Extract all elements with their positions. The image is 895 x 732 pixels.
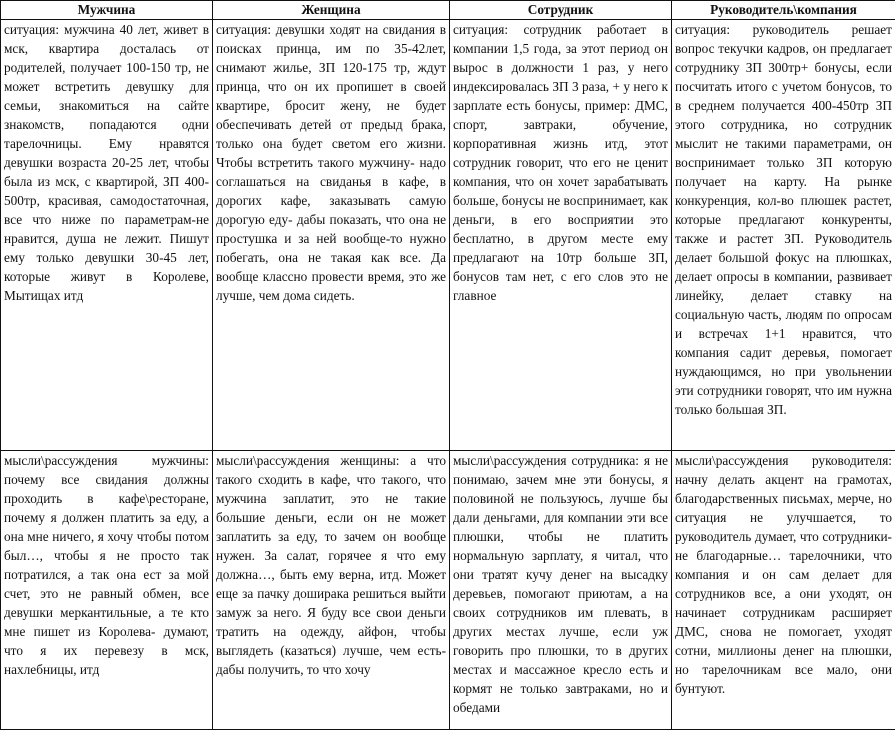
situation-woman-text: ситуация: девушки ходят на свидания в поисках принца, им по 35-42лет, снимают жилье, ЗП 120-175 тр, ждут принца, что он их пропишет в своей квартире, бросит жену, не будет обеспечивать детей от предыд брака, только она будет светом его жизни. Чтобы встретить такого мужчину- надо соглашаться на свиданья в кафе, в дорогих кафе, заказывать самую дорогую еду- дабы показать, что она не простушка и за ней вообще-то нужно побегать, она не такая как все. Да вообще классно провести время, это же лучше, чем дома сидеть. <box>216 22 446 303</box>
situation-woman-cell <box>213 20 450 451</box>
situation-man-cell <box>1 20 213 451</box>
thoughts-woman-cell <box>213 451 450 730</box>
header-woman: Женщина <box>213 1 450 20</box>
header-employee: Сотрудник <box>450 1 672 20</box>
situation-row <box>1 20 895 451</box>
header-man: Мужчина <box>1 1 213 20</box>
situation-employee-text: ситуация: сотрудник работает в компании 1,5 года, за этот период он вырос в должности 1 раз, у него индексировалась ЗП 3 раза, + у него к зарплате есть бонусы, пример: ДМС, спорт, завтраки, обучение, корпоративная жизнь итд, этот сотрудник говорит, что его не ценит компания, что он хочет зарабатывать больше, бонусы не воспринимает, как деньги, в его восприятии это бесплатно, в другом месте ему предлагают на 10тр больше ЗП, бонусов там нет, с его слов это не главное <box>453 22 668 303</box>
situation-employee-cell <box>450 20 672 451</box>
thoughts-employee-cell <box>450 451 672 730</box>
situation-man-text: ситуация: мужчина 40 лет, живет в мск, квартира досталась от родителей, получает 100-150 тр, не может встретить девушку для семьи, знакомиться на сайте знакомств, попадаются одни тарелочницы. Ему нравятся девушки возраста 20-25 лет, чтобы была из мск, с квартирой, ЗП 400-500тр, красивая, самодостаточная, все что ниже по параметрам-не нравится, душа не лежит. Пишут ему только девушки 30-45 лет, которые живут в Королеве, Мытищах итд <box>4 22 209 303</box>
thoughts-man-text: мысли\рассуждения мужчины: почему все свидания должны проходить в кафе\ресторане, почему я должен платить за еду, а она мне ничего, я хочу чтобы потом был…, чтобы я не просто так потратился, а так она ест за мой счет, это не равный обмен, все девушки меркантильные, а те кто мне пишет из Королева- думают, что я их перевезу в мск, нахлебницы, итд <box>4 453 209 677</box>
situation-manager-cell <box>672 20 895 451</box>
thoughts-row <box>1 451 895 730</box>
header-row <box>1 1 895 20</box>
thoughts-employee-text: мысли\рассуждения сотрудника: я не понимаю, зачем мне эти бонусы, я половиной не пользуюсь, лучше бы дали деньгами, для компании эти все плюшки, чтобы не платить нормальную зарплату, я читал, что они тратят кучу денег на высадку деревьев, помогают приютам, а на своих сотрудников им плевать, в других местах лучше, если уж говорить про плюшки, то в других местах и массажное кресло есть и кормят не только завтраками, но и обедами <box>453 453 668 715</box>
thoughts-manager-cell <box>672 451 895 730</box>
thoughts-woman-text: мысли\рассуждения женщины: а что такого сходить в кафе, что такого, что мужчина заплатит, это не такие большие деньги, если он не может заплатить за еду, то зачем он вообще нужен. За салат, горячее я что ему должна…, быть ему верна, итд. Может еще за пачку доширака решиться выйти замуж за него. Я буду все свои деньги тратить на одежду, айфон, чтобы выглядеть (казаться) лучше, чем есть- дабы получить, то что хочу <box>216 453 446 677</box>
thoughts-manager-text: мысли\рассуждения руководителя: начну делать акцент на грамотах, благодарственных письмах, мерче, но ситуация не улучшается, то руководитель думает, что сотрудники- не благодарные… тарелочники, что компания и он сам делает для сотрудников все, а они уходят, он начинает сотрудникам расширяет ДМС, снова не помогает, уходят сотни, миллионы денег на плюшки, но тарелочникам все мало, они бунтуют. <box>675 453 892 696</box>
header-manager-company: Руководитель\компания <box>672 1 895 20</box>
situation-manager-text: ситуация: руководитель решает вопрос текучки кадров, он предлагает сотруднику ЗП 300тр+ бонусы, если посчитать итого с учетом бонусов, то в среднем получается 400-450тр ЗП этого сотрудника, но сотрудник мыслит не такими параметрами, он воспринимает только ЗП которую получает на карту. На рынке конкуренция, кол-во плюшек растет, которые предлагают конкуренты, также и растет ЗП. Руководитель делает большой фокус на плюшках, делает опросы в компании, развивает линейку, делает ставку на социальную часть, людям по опросам и встречах 1+1 нравится, что компания садит деревья, помогает нуждающимся, но при увольнении эти сотрудники говорят, что им нужна только большая ЗП. <box>675 22 892 417</box>
thoughts-man-cell <box>1 451 213 730</box>
